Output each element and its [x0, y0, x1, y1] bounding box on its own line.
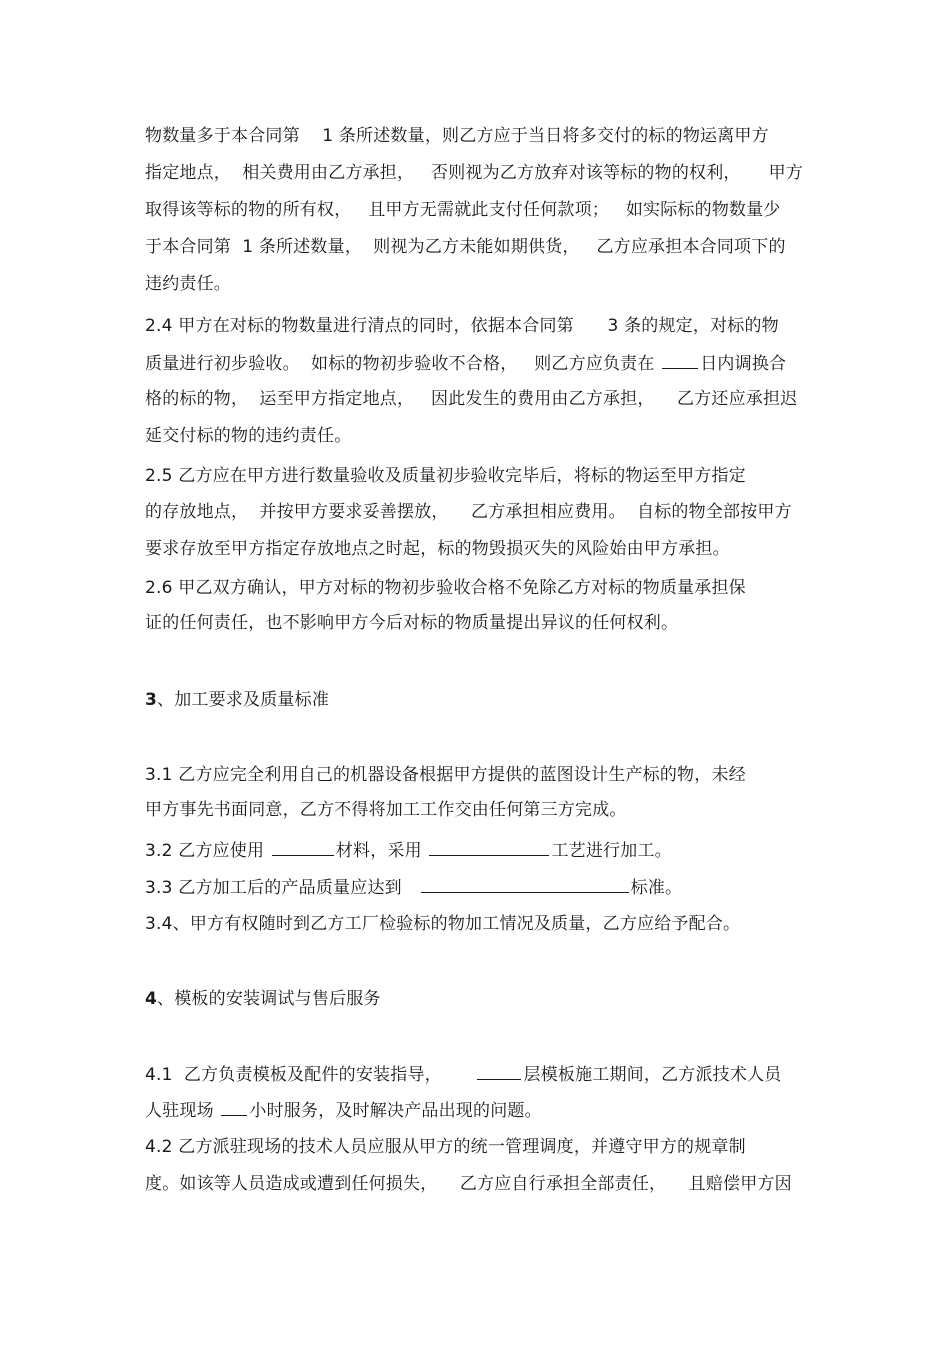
clause-4-2-line: 4.2 乙方派驻现场的技术人员应服从甲方的统一管理调度，并遵守甲方的规章制 [145, 1137, 746, 1157]
section-number: 4 [145, 989, 158, 1009]
clause-4-1-line [145, 1097, 542, 1123]
paragraph-line: 于本合同第 1 条所述数量， 则视为乙方未能如期供货， 乙方应承担本合同项下的 [145, 237, 786, 257]
text-segment: 质量进行初步验收。 如标的物初步验收不合格， 则乙方应负责在 [145, 354, 661, 374]
text-segment: 4.1 乙方负责模板及配件的安装指导， [145, 1065, 476, 1085]
clause-2-4-line: 延交付标的物的违约责任。 [145, 426, 352, 446]
paragraph-line: 取得该等标的物的所有权， 且甲方无需就此支付任何款项； 如实际标的物数量少 [145, 200, 781, 220]
text-segment: 层模板施工期间，乙方派技术人员 [523, 1065, 782, 1085]
clause-4-2-line: 度。如该等人员造成或遭到任何损失， 乙方应自行承担全部责任， 且赔偿甲方因 [145, 1174, 792, 1194]
fill-blank [221, 1097, 247, 1116]
text-segment: 3.3 乙方加工后的产品质量应达到 [145, 878, 419, 898]
section-number: 3 [145, 690, 158, 710]
text-segment: 标准。 [630, 878, 683, 898]
text-segment: 3.2 乙方应使用 [145, 841, 270, 861]
paragraph-line: 违约责任。 [145, 274, 231, 294]
clause-4-1-line [145, 1061, 781, 1087]
fill-blank [429, 837, 549, 856]
text-segment: 人驻现场 [145, 1101, 220, 1121]
paragraph-line: 物数量多于本合同第 1 条所述数量，则乙方应于当日将多交付的标的物运离甲方 [145, 126, 769, 146]
fill-blank [272, 837, 334, 856]
clause-2-6-line: 证的任何责任，也不影响甲方今后对标的物质量提出异议的任何权利。 [145, 613, 679, 633]
clause-2-4-line [145, 350, 786, 376]
section-title: 、模板的安装调试与售后服务 [157, 989, 381, 1009]
fill-blank [662, 350, 698, 369]
text-segment: 小时服务，及时解决产品出现的问题。 [249, 1101, 542, 1121]
section-3-heading [145, 688, 329, 712]
clause-2-4-line: 格的标的物， 运至甲方指定地点， 因此发生的费用由乙方承担， 乙方还应承担迟 [145, 389, 798, 409]
paragraph-line: 指定地点， 相关费用由乙方承担， 否则视为乙方放弃对该等标的物的权利， 甲方 [145, 163, 804, 183]
text-segment: 日内调换合 [700, 354, 787, 374]
clause-3-1-line: 甲方事先书面同意，乙方不得将加工工作交由任何第三方完成。 [145, 800, 627, 820]
clause-2-4-line: 2.4 甲方在对标的物数量进行清点的同时，依据本合同第 3 条的规定，对标的物 [145, 316, 779, 336]
clause-3-1-line: 3.1 乙方应完全利用自己的机器设备根据甲方提供的蓝图设计生产标的物，未经 [145, 765, 746, 785]
clause-3-4-line: 3.4、甲方有权随时到乙方工厂检验标的物加工情况及质量，乙方应给予配合。 [145, 914, 741, 934]
clause-2-5-line: 2.5 乙方应在甲方进行数量验收及质量初步验收完毕后，将标的物运至甲方指定 [145, 466, 746, 486]
clause-2-5-line: 要求存放至甲方指定存放地点之时起，标的物毁损灭失的风险始由甲方承担。 [145, 539, 730, 559]
clause-3-3-line [145, 874, 682, 900]
section-title: 、加工要求及质量标准 [157, 690, 330, 710]
text-segment: 工艺进行加工。 [551, 841, 672, 861]
fill-blank [421, 874, 629, 893]
fill-blank [477, 1061, 521, 1080]
clause-2-5-line: 的存放地点， 并按甲方要求妥善摆放， 乙方承担相应费用。 自标的物全部按甲方 [145, 502, 792, 522]
text-segment: 材料，采用 [335, 841, 428, 861]
clause-3-2-line [145, 837, 672, 863]
clause-2-6-line: 2.6 甲乙双方确认，甲方对标的物初步验收合格不免除乙方对标的物质量承担保 [145, 578, 746, 598]
section-4-heading [145, 987, 381, 1011]
